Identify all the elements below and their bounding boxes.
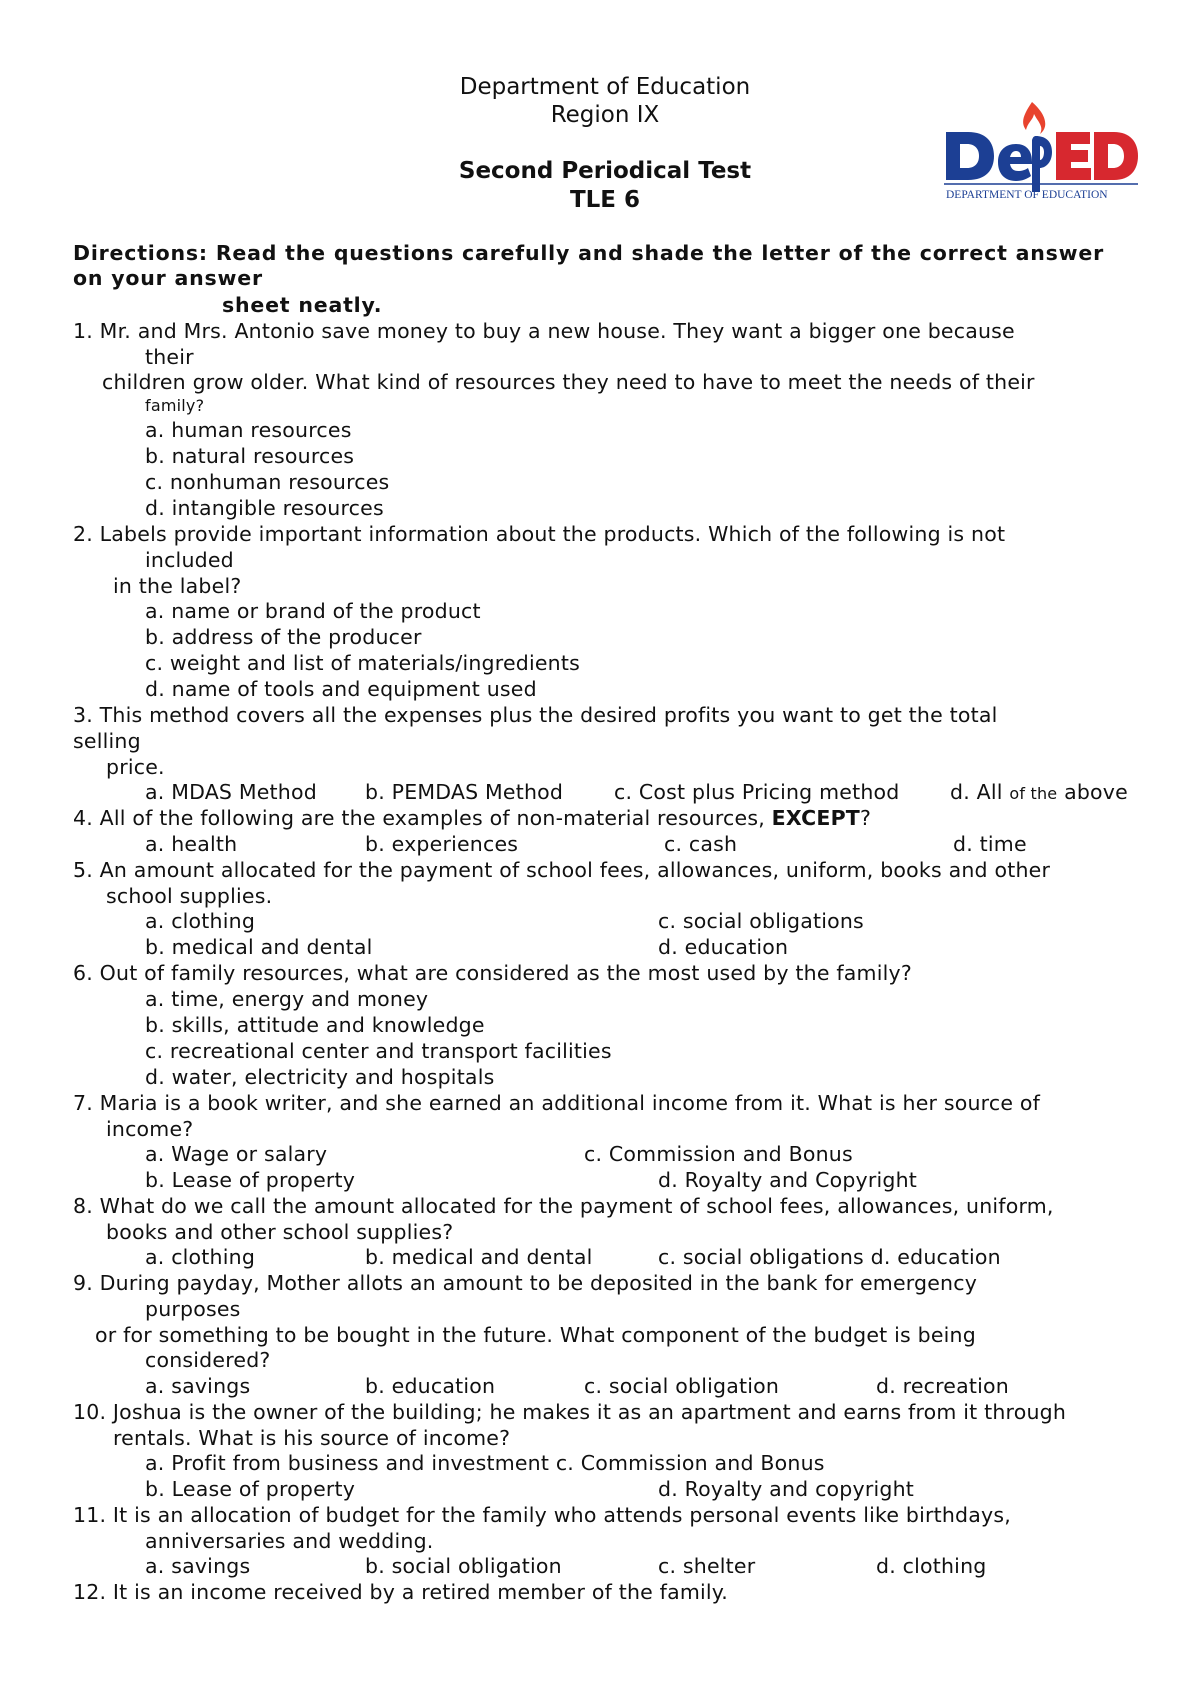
q4-option-d[interactable]: d. time — [953, 832, 1027, 856]
q3-option-c[interactable]: c. Cost plus Pricing method — [614, 780, 900, 804]
directions-line-1: Directions: Read the questions carefully and shade the letter of the correct answer — [73, 241, 1104, 265]
q3-option-d-pre: d. All — [950, 780, 1003, 804]
q6-option-c[interactable]: c. recreational center and transport facilities — [145, 1039, 612, 1063]
q10-option-d[interactable]: d. Royalty and copyright — [658, 1477, 914, 1501]
q9-stem-3: or for something to be bought in the future. What component of the budget is being — [95, 1323, 976, 1347]
q2-option-b[interactable]: b. address of the producer — [145, 625, 422, 649]
q4-stem-post: ? — [859, 806, 872, 830]
directions-line-2: on your answer — [73, 266, 263, 290]
q9-stem-4: considered? — [145, 1348, 271, 1372]
logo-letter-e2 — [1056, 132, 1091, 180]
q3-option-b[interactable]: b. PEMDAS Method — [365, 780, 564, 804]
region-heading: Region IX — [550, 102, 660, 128]
q2-option-d[interactable]: d. name of tools and equipment used — [145, 677, 537, 701]
q1-option-b[interactable]: b. natural resources — [145, 444, 355, 468]
logo-letter-d2 — [1094, 132, 1138, 180]
q9-stem-1: 9. During payday, Mother allots an amount to be deposited in the bank for emergency — [73, 1271, 978, 1295]
q11-option-c[interactable]: c. shelter — [658, 1554, 756, 1578]
q1-option-d[interactable]: d. intangible resources — [145, 496, 384, 520]
q11-option-b[interactable]: b. social obligation — [365, 1554, 562, 1578]
q2-stem-1: 2. Labels provide important information about the products. Which of the following is not — [73, 522, 1006, 546]
torch-flame-icon — [1023, 102, 1045, 134]
logo-letter-e — [998, 144, 1032, 181]
q3-option-d-post: above — [1064, 780, 1128, 804]
q10-stem-1: 10. Joshua is the owner of the building; he makes it as an apartment and earns from it through — [73, 1400, 1067, 1424]
q7-stem-2: income? — [106, 1117, 194, 1141]
q6-option-a[interactable]: a. time, energy and money — [145, 987, 429, 1011]
q1-stem-1: 1. Mr. and Mrs. Antonio save money to buy a new house. They want a bigger one because — [73, 319, 1015, 343]
q2-option-c[interactable]: c. weight and list of materials/ingredients — [145, 651, 580, 675]
q7-option-c[interactable]: c. Commission and Bonus — [584, 1142, 853, 1166]
q7-option-d[interactable]: d. Royalty and Copyright — [658, 1168, 918, 1192]
q4-option-a[interactable]: a. health — [145, 832, 238, 856]
q5-stem-2: school supplies. — [106, 884, 273, 908]
q7-option-b[interactable]: b. Lease of property — [145, 1168, 356, 1192]
q7-option-a[interactable]: a. Wage or salary — [145, 1142, 328, 1166]
q8-stem-2: books and other school supplies? — [106, 1220, 454, 1244]
q3-stem-1: 3. This method covers all the expenses plus the desired profits you want to get the total — [73, 703, 998, 727]
q9-option-c[interactable]: c. social obligation — [584, 1374, 780, 1398]
q1-option-a[interactable]: a. human resources — [145, 418, 352, 442]
q8-option-b[interactable]: b. medical and dental — [365, 1245, 593, 1269]
q3-option-d-mid: of the — [1009, 784, 1058, 803]
q1-stem-4: family? — [145, 396, 205, 415]
q8-option-a[interactable]: a. clothing — [145, 1245, 256, 1269]
q5-option-c[interactable]: c. social obligations — [658, 909, 864, 933]
q2-option-a[interactable]: a. name or brand of the product — [145, 599, 481, 623]
q9-stem-2: purposes — [145, 1297, 241, 1321]
q4-option-b[interactable]: b. experiences — [365, 832, 519, 856]
q11-stem-2: anniversaries and wedding. — [145, 1529, 434, 1553]
logo-letter-d — [946, 132, 994, 180]
q6-option-d[interactable]: d. water, electricity and hospitals — [145, 1065, 495, 1089]
q1-stem-3: children grow older. What kind of resources they need to have to meet the needs of their — [102, 370, 1035, 394]
q7-stem-1: 7. Maria is a book writer, and she earned an additional income from it. What is her source of — [73, 1091, 1041, 1115]
q4-stem-1 — [73, 808, 871, 829]
q3-stem-2: selling — [73, 729, 141, 753]
logo-tagline: DEPARTMENT OF EDUCATION — [946, 189, 1108, 201]
q4-stem-pre: 4. All of the following are the examples of non-material resources, — [73, 806, 765, 830]
q8-stem-1: 8. What do we call the amount allocated for the payment of school fees, allowances, uniform, — [73, 1194, 1054, 1218]
q3-option-d[interactable] — [950, 782, 1128, 803]
q11-stem-1: 11. It is an allocation of budget for the family who attends personal events like birthdays, — [73, 1503, 1011, 1527]
q1-option-c[interactable]: c. nonhuman resources — [145, 470, 390, 494]
q11-option-d[interactable]: d. clothing — [876, 1554, 987, 1578]
q2-stem-2: included — [145, 548, 234, 572]
q1-stem-2: their — [145, 345, 194, 369]
q4-option-c[interactable]: c. cash — [664, 832, 738, 856]
q10-stem-2: rentals. What is his source of income? — [113, 1426, 511, 1450]
subject-title: TLE 6 — [569, 187, 641, 213]
q3-stem-3: price. — [106, 755, 165, 779]
q6-option-b[interactable]: b. skills, attitude and knowledge — [145, 1013, 485, 1037]
q9-option-d[interactable]: d. recreation — [876, 1374, 1009, 1398]
test-title: Second Periodical Test — [458, 158, 752, 184]
q5-stem-1: 5. An amount allocated for the payment of school fees, allowances, uniform, books and other — [73, 858, 1051, 882]
q9-option-a[interactable]: a. savings — [145, 1374, 251, 1398]
q4-stem-except: EXCEPT — [771, 806, 860, 830]
department-heading: Department of Education — [459, 74, 751, 100]
q11-option-a[interactable]: a. savings — [145, 1554, 251, 1578]
q8-option-cd[interactable]: c. social obligations d. education — [658, 1245, 1001, 1269]
directions-line-3: sheet neatly. — [222, 293, 383, 317]
q9-option-b[interactable]: b. education — [365, 1374, 496, 1398]
q5-option-a[interactable]: a. clothing — [145, 909, 256, 933]
q2-stem-3: in the label? — [113, 574, 242, 598]
deped-logo — [940, 100, 1140, 204]
q12-stem-1: 12. It is an income received by a retired member of the family. — [73, 1580, 728, 1604]
q10-option-ac[interactable]: a. Profit from business and investment c. Commission and Bonus — [145, 1451, 825, 1475]
q3-option-a[interactable]: a. MDAS Method — [145, 780, 317, 804]
q5-option-b[interactable]: b. medical and dental — [145, 935, 373, 959]
q6-stem-1: 6. Out of family resources, what are considered as the most used by the family? — [73, 961, 912, 985]
q5-option-d[interactable]: d. education — [658, 935, 789, 959]
q10-option-b[interactable]: b. Lease of property — [145, 1477, 356, 1501]
